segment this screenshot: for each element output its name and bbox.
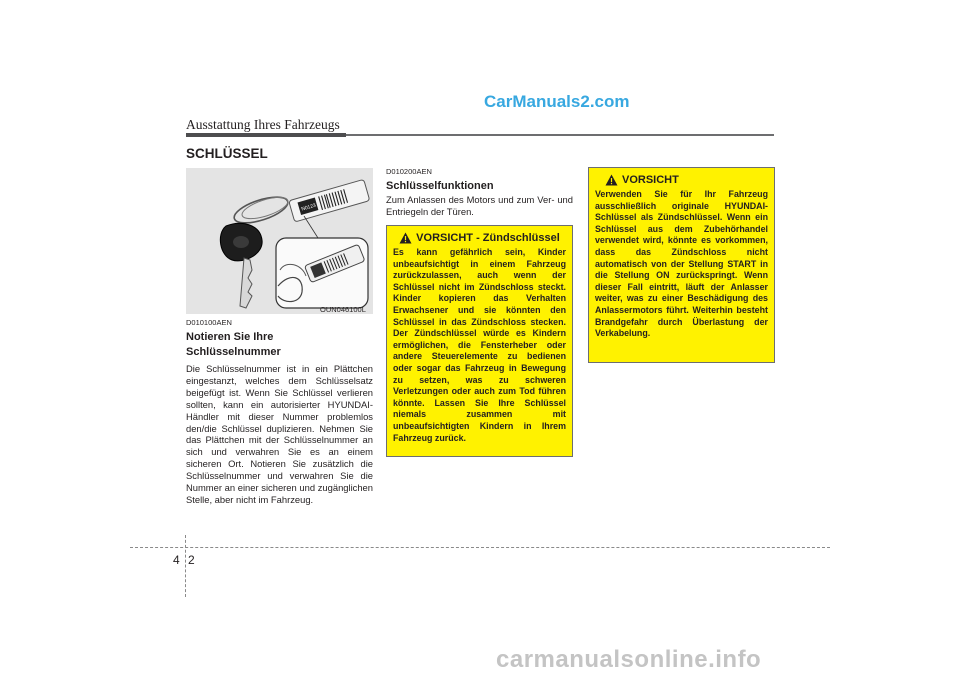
- column-key-number: [186, 318, 373, 506]
- watermark-top[interactable]: CarManuals2.com: [484, 92, 630, 111]
- tag-number: N0123: [300, 202, 317, 213]
- warning-triangle-icon: [605, 174, 618, 186]
- header-rule-dark: [186, 133, 346, 137]
- figure-code: OUN046100L: [320, 305, 366, 314]
- chapter-number: 4: [173, 553, 180, 567]
- warning-title: VORSICHT - Zündschlüssel: [416, 232, 560, 244]
- heading: Schlüsselfunktionen: [386, 180, 494, 192]
- warning-text: Es kann gefährlich sein, Kinder unbeaufsichtigt in einem Fahrzeug zurückzulassen, auch wenn der Schlüssel nicht im Zündschloss steckt. Kinder kopieren das Verhalten Erwachsener und sie könnten den Schlüssel in das Zündschloss stecken. Der Zündschlüssel würde es Kindern ermöglichen, die Fensterheber oder andere Steuerelemente zu bedienen oder sogar das Fahrzeug in Bewegung zu setzen, was zu schweren Verletzungen oder auch zum Tod führen könnte. Lassen Sie Ihre Schlüssel niemals zusammen mit unbeaufsichtigten Kindern in Ihrem Fahrzeug zurück.: [393, 247, 566, 443]
- header-rule: [346, 134, 774, 136]
- footer-rule: [130, 547, 830, 548]
- key-drawing: [186, 168, 373, 314]
- footer-divider: [185, 535, 186, 597]
- running-header: Ausstattung Ihres Fahrzeugs: [186, 117, 340, 132]
- warning-header: [393, 232, 566, 244]
- warning-box-ignition: [386, 225, 573, 457]
- section-code: D010200AEN: [386, 167, 432, 176]
- warning-box-genuine-keys: [588, 167, 775, 363]
- body-paragraph: Zum Anlassen des Motors und zum Ver- und Entriegeln der Türen.: [386, 194, 573, 217]
- column-key-functions: [386, 167, 573, 218]
- warning-text: Verwenden Sie für Ihr Fahrzeug ausschließlich originale HYUNDAI-Schlüssel als Zündschlüssel. Wenn ein Schlüssel aus dem Zubehörhandel verwendet wird, könnte es vorkommen, dass das Zündschloss nicht automatisch von der Stellung START in die Stellung ON zurückspringt. Wenn dieser Fall eintritt, läuft der Anlasser weiter, was zu einer Beschädigung des Anlassermotors führt. Weiterhin besteht Brandgefahr durch Überlastung der Verkabelung.: [595, 189, 768, 339]
- warning-triangle-icon: [399, 232, 412, 244]
- section-title: SCHLÜSSEL: [186, 146, 268, 161]
- heading-line-1: Notieren Sie Ihre: [186, 331, 274, 343]
- section-code: D010100AEN: [186, 318, 232, 327]
- body-paragraph: Die Schlüsselnummer ist in ein Plättchen eingestanzt, welches dem Schlüsselsatz beigefügt ist. Wenn Sie Schlüssel verlieren sollten, kann ein autorisierter HYUNDAI-Händler mit dieser Nummer problemlos den/die Schlüssel duplizieren. Nehmen Sie das Plättchen mit der Schlüsselnummer an sich und verwahren Sie es an einem sicheren Ort. Notieren Sie zusätzlich die Schlüsselnummer und verwahren Sie die Nummer an einer sicheren und zugänglichen Stelle, aber nicht im Fahrzeug.: [186, 363, 373, 505]
- warning-header: [595, 174, 768, 186]
- watermark-bottom[interactable]: carmanualsonline.info: [496, 646, 762, 673]
- key-illustration: [186, 168, 373, 314]
- warning-title: VORSICHT: [622, 174, 679, 186]
- heading-line-2: Schlüsselnummer: [186, 346, 281, 358]
- page-number: 2: [188, 553, 195, 567]
